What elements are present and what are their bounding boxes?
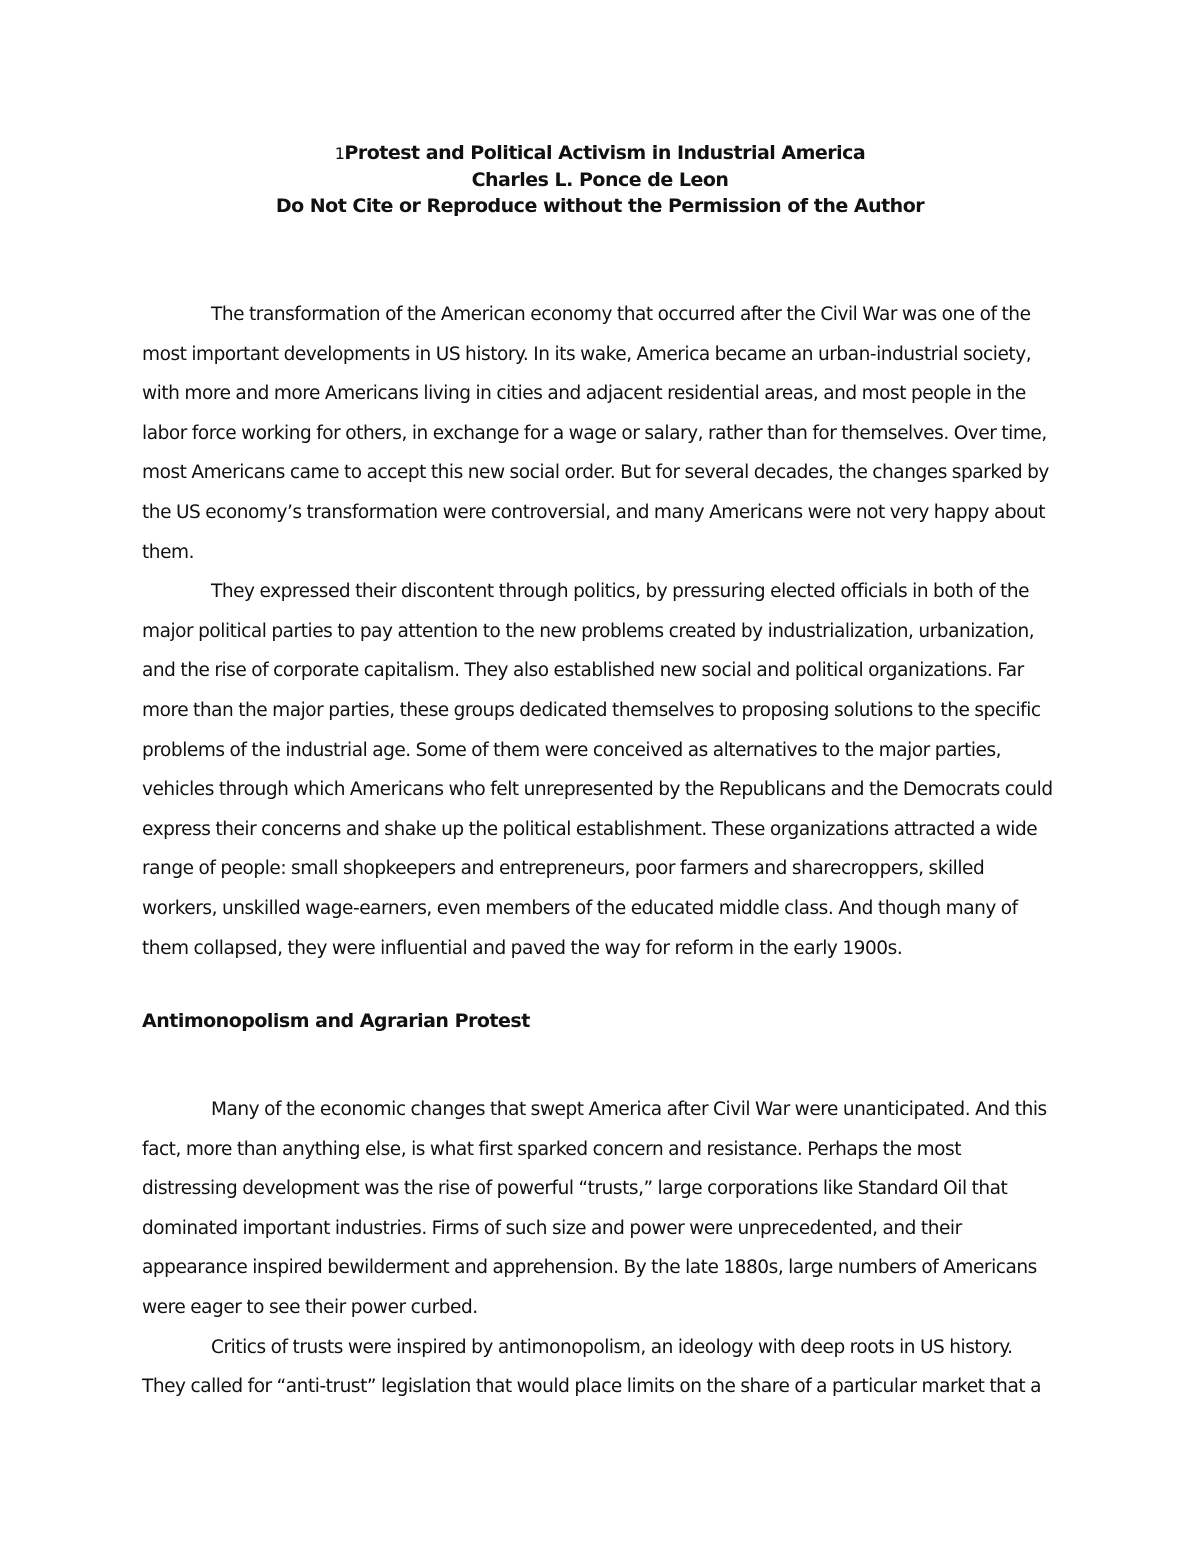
paragraph-line: major political parties to pay attention to the new problems created by industrialization, urbanization,	[142, 620, 1035, 642]
paragraph-line: labor force working for others, in exchange for a wage or salary, rather than for themselves. Over time,	[142, 422, 1047, 444]
paragraph-line: the US economy’s transformation were controversial, and many Americans were not very happy about	[142, 501, 1046, 523]
paragraph-line: most Americans came to accept this new social order. But for several decades, the changes sparked by	[142, 462, 1049, 484]
paragraph-line: fact, more than anything else, is what first sparked concern and resistance. Perhaps the most	[142, 1138, 962, 1160]
paragraph-line: with more and more Americans living in cities and adjacent residential areas, and most people in the	[142, 383, 1026, 405]
paragraph-line: They called for “anti-trust” legislation that would place limits on the share of a particular market that a	[142, 1376, 1041, 1398]
document-header	[120, 140, 1080, 219]
paragraph-line: They expressed their discontent through politics, by pressuring elected officials in both of the	[211, 581, 1030, 603]
paragraph-line: Many of the economic changes that swept America after Civil War were unanticipated. And this	[211, 1099, 1047, 1120]
citation-notice: Do Not Cite or Reproduce without the Permission of the Author	[275, 195, 925, 217]
paragraph-line: them collapsed, they were influential and paved the way for reform in the early 1900s.	[142, 937, 903, 959]
footnote-marker[interactable]: 1	[334, 144, 345, 163]
paragraph-line: appearance inspired bewilderment and apprehension. By the late 1880s, large numbers of Americans	[142, 1257, 1037, 1279]
paragraph-line: distressing development was the rise of powerful “trusts,” large corporations like Standard Oil that	[142, 1178, 1008, 1200]
paragraph-line: Critics of trusts were inspired by antimonopolism, an ideology with deep roots in US history.	[211, 1336, 1013, 1358]
paragraph-line: The transformation of the American economy that occurred after the Civil War was one of the	[211, 304, 1031, 325]
paragraph-line: them.	[142, 541, 195, 563]
paragraph-line: most important developments in US history. In its wake, America became an urban-industrial society,	[142, 343, 1032, 365]
paragraph-line: range of people: small shopkeepers and entrepreneurs, poor farmers and sharecroppers, skilled	[142, 858, 985, 880]
intro-section	[142, 295, 1072, 968]
antimonopolism-section	[142, 1090, 1072, 1407]
paragraph-line: express their concerns and shake up the political establishment. These organizations attracted a wide	[142, 818, 1038, 840]
paragraph-line: problems of the industrial age. Some of them were conceived as alternatives to the major parties,	[142, 739, 1002, 761]
paragraph-line: and the rise of corporate capitalism. They also established new social and political organizations. Far	[142, 660, 1024, 682]
paragraph-line: more than the major parties, these groups dedicated themselves to proposing solutions to the specific	[142, 699, 1041, 721]
paragraph-line: vehicles through which Americans who felt unrepresented by the Republicans and the Democrats could	[142, 779, 1053, 801]
paragraph-line: dominated important industries. Firms of such size and power were unprecedented, and their	[142, 1217, 962, 1239]
title-line	[120, 140, 1080, 167]
paragraph-line: workers, unskilled wage-earners, even members of the educated middle class. And though many of	[142, 897, 1018, 919]
paragraph-line: were eager to see their power curbed.	[142, 1296, 478, 1318]
section-heading: Antimonopolism and Agrarian Protest	[142, 1010, 530, 1032]
author-name: Charles L. Ponce de Leon	[471, 169, 729, 191]
document-title: Protest and Political Activism in Industrial America	[344, 142, 866, 164]
